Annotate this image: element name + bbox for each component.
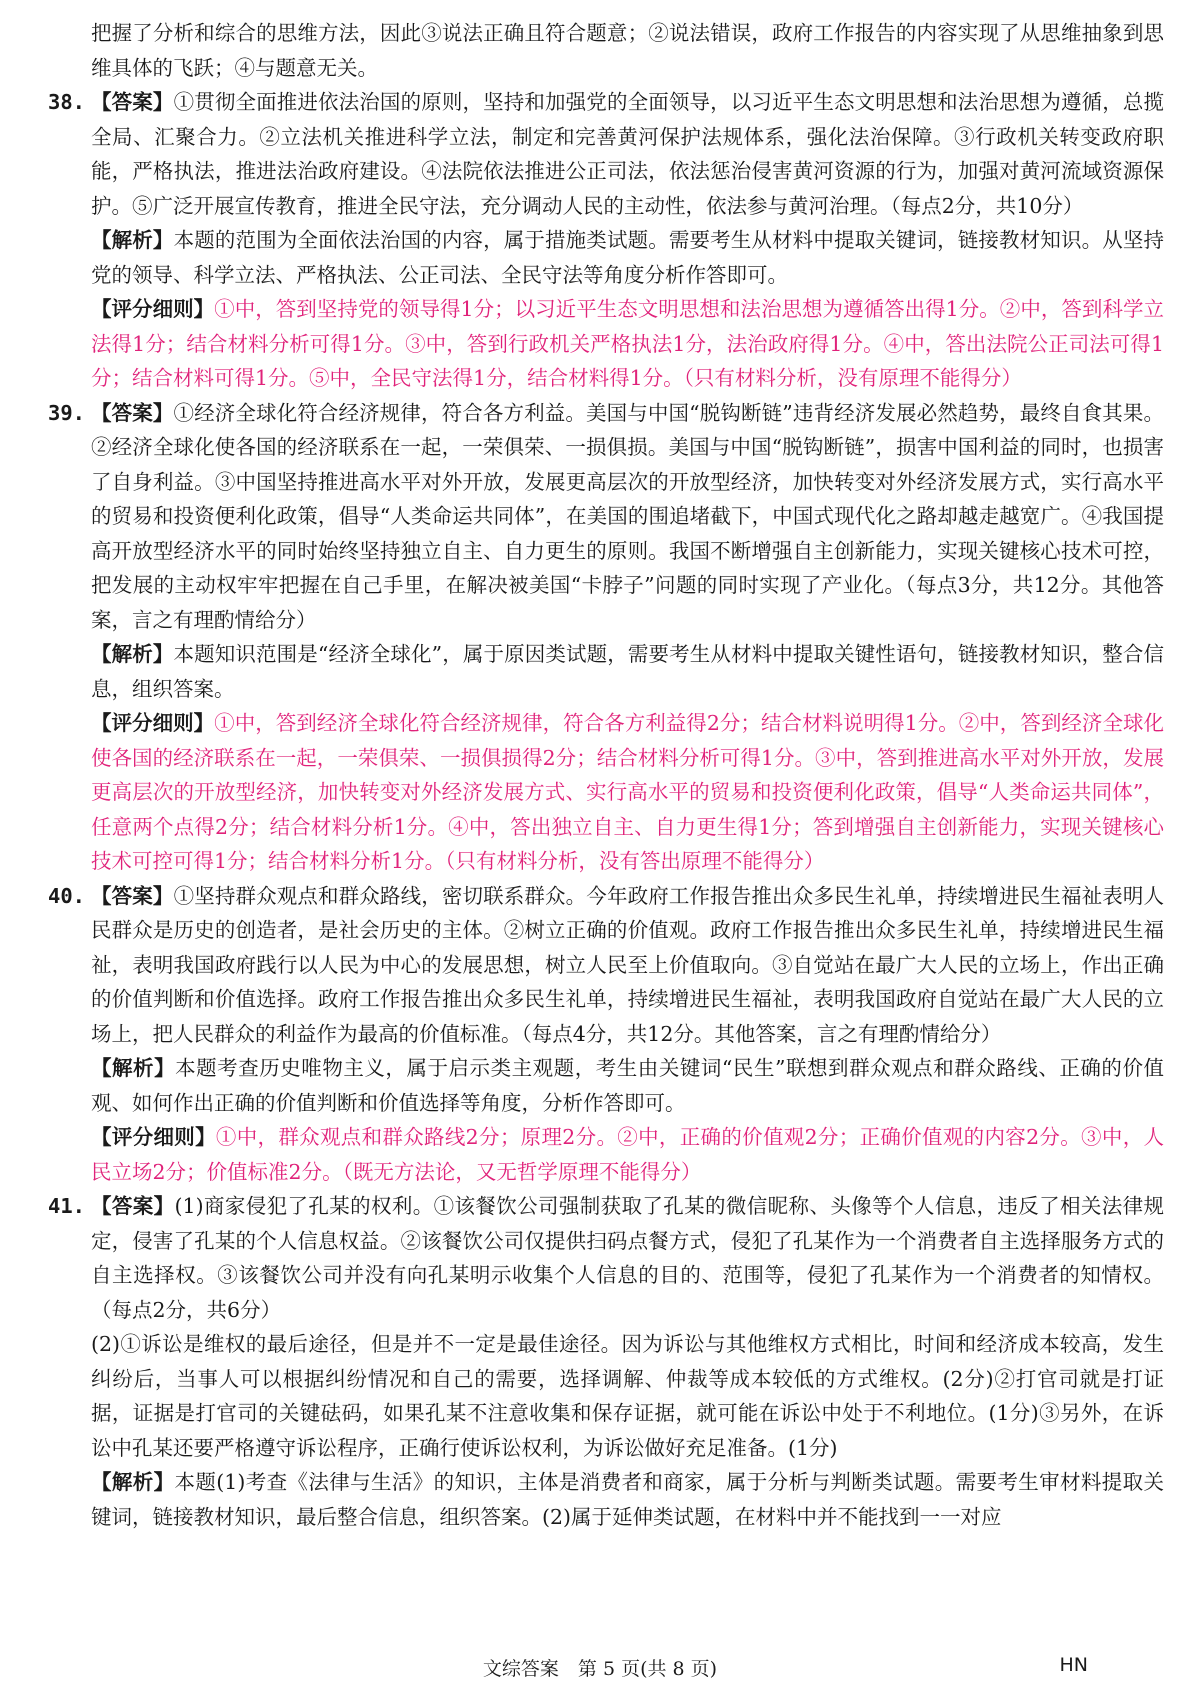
- question-41: [48, 1189, 1164, 1534]
- region-code: HN: [1059, 1654, 1088, 1676]
- scoring-text: ①中，答到坚持党的领导得1分；以习近平生态文明思想和法治思想为遵循答出得1分。②中，答到科学立法得1分；结合材料分析可得1分。③中，答到行政机关严格执法1分，法治政府得1分。④中，答出法院公正司法可得1分；结合材料可得1分。⑤中，全民守法得1分，结合材料得1分。（只有材料分析，没有原理不能得分）: [91, 297, 1164, 390]
- analysis-label: 【解析】: [91, 228, 174, 252]
- intro-continuation: [48, 16, 1164, 85]
- analysis-text: 本题考查历史唯物主义，属于启示类主观题，考生由关键词“民生”联想到群众观点和群众路线、正确的价值观、如何作出正确的价值判断和价值选择等角度，分析作答即可。: [91, 1056, 1164, 1115]
- answer-label: 【答案】: [91, 400, 174, 425]
- answer-label: 【答案】: [91, 883, 174, 908]
- analysis-text: 本题知识范围是“经济全球化”，属于原因类试题，需要考生从材料中提取关键性语句，链接教材知识，整合信息，组织答案。: [91, 642, 1165, 701]
- analysis-label: 【解析】: [91, 1056, 176, 1080]
- analysis-paragraph: [91, 1051, 1164, 1120]
- page-content: [48, 16, 1164, 1534]
- answer-text: ①坚持群众观点和群众路线，密切联系群众。今年政府工作报告推出众多民生礼单，持续增进民生福祉表明人民群众是历史的创造者，是社会历史的主体。②树立正确的价值观。政府工作报告推出众多民生礼单，持续增进民生福祉，表明我国政府践行以人民为中心的发展思想，树立人民至上价值取向。③自觉站在最广大人民的立场上，作出正确的价值判断和价值选择。政府工作报告推出众多民生礼单，持续增进民生福祉，表明我国政府自觉站在最广大人民的立场上，把人民群众的利益作为最高的价值标准。（每点4分，共12分。其他答案，言之有理酌情给分）: [91, 883, 1165, 1046]
- scoring-label: 【评分细则】: [91, 297, 215, 321]
- scoring-paragraph: [91, 292, 1164, 396]
- answer-text: ①贯彻全面推进依法治国的原则，坚持和加强党的全面领导，以习近平生态文明思想和法治思想为遵循，总揽全局、汇聚合力。②立法机关推进科学立法，制定和完善黄河保护法规体系，强化法治保障。③行政机关转变政府职能，严格执法，推进法治政府建设。④法院依法推进公正司法，依法惩治侵害黄河资源的行为，加强对黄河流域资源保护。⑤广泛开展宣传教育，推进全民守法，充分调动人民的主动性，依法参与黄河治理。（每点2分，共10分）: [91, 90, 1165, 218]
- page-footer: [0, 1654, 1200, 1688]
- analysis-label: 【解析】: [91, 642, 174, 666]
- scoring-label: 【评分细则】: [91, 711, 215, 735]
- analysis-text: 本题的范围为全面依法治国的内容，属于措施类试题。需要考生从材料中提取关键词，链接教材知识。从坚持党的领导、科学立法、严格执法、公正司法、全民守法等角度分析作答即可。: [91, 228, 1165, 287]
- answer-paragraph: [91, 879, 1164, 1052]
- question-number: 38.: [48, 90, 86, 114]
- scoring-text: ①中，答到经济全球化符合经济规律，符合各方利益得2分；结合材料说明得1分。②中，答到经济全球化使各国的经济联系在一起，一荣俱荣、一损俱损得2分；结合材料分析可得1分。③中，答到推进高水平对外开放，发展更高层次的开放型经济，加快转变对外经济发展方式、实行高水平的贸易和投资便利化政策，倡导“人类命运共同体”，任意两个点得2分；结合材料分析1分。④中，答出独立自主、自力更生得1分；答到增强自主创新能力，实现关键核心技术可控可得1分；结合材料分析1分。（只有材料分析，没有答出原理不能得分）: [91, 711, 1164, 873]
- answer-paragraph: [91, 85, 1164, 223]
- answer-paragraph: [91, 1189, 1164, 1327]
- answer-text: ①经济全球化符合经济规律，符合各方利益。美国与中国“脱钩断链”违背经济发展必然趋势，最终自食其果。②经济全球化使各国的经济联系在一起，一荣俱荣、一损俱损。美国与中国“脱钩断链”，损害中国利益的同时，也损害了自身利益。③中国坚持推进高水平对外开放，发展更高层次的开放型经济，加快转变对外经济发展方式，实行高水平的贸易和投资便利化政策，倡导“人类命运共同体”，在美国的围追堵截下，中国式现代化之路却越走越宽广。④我国提高开放型经济水平的同时始终坚持独立自主、自力更生的原则。我国不断增强自主创新能力，实现关键核心技术可控，把发展的主动权牢牢把握在自己手里，在解决被美国“卡脖子”问题的同时实现了产业化。（每点3分，共12分。其他答案，言之有理酌情给分）: [91, 400, 1165, 632]
- question-40: [48, 879, 1164, 1190]
- answer-label: 【答案】: [91, 1194, 175, 1218]
- analysis-paragraph: [91, 223, 1164, 292]
- answer-paragraph-2: (2)①诉讼是维权的最后途径，但是并不一定是最佳途径。因为诉讼与其他维权方式相比，时间和经济成本较高，发生纠纷后，当事人可以根据纠纷情况和自己的需要，选择调解、仲裁等成本较低的方式维权。(2分)②打官司就是打证据，证据是打官司的关键砝码，如果孔某不注意收集和保存证据，就可能在诉讼中处于不利地位。(1分)③另外，在诉讼中孔某还要严格遵守诉讼程序，正确行使诉讼权利，为诉讼做好充足准备。(1分): [91, 1332, 1164, 1460]
- intro-text: 把握了分析和综合的思维方法，因此③说法正确且符合题意；②说法错误，政府工作报告的内容实现了从思维抽象到思维具体的飞跃；④与题意无关。: [91, 21, 1164, 80]
- question-38: [48, 85, 1164, 396]
- question-number: 41.: [48, 1194, 86, 1218]
- answer-label: 【答案】: [91, 90, 174, 114]
- analysis-text: 本题(1)考查《法律与生活》的知识，主体是消费者和商家，属于分析与判断类试题。需要考生审材料提取关键词，链接教材知识，最后整合信息，组织答案。(2)属于延伸类试题，在材料中并不能找到一一对应: [91, 1470, 1165, 1529]
- analysis-label: 【解析】: [91, 1470, 175, 1494]
- scoring-text: ①中，群众观点和群众路线2分；原理2分。②中，正确的价值观2分；正确价值观的内容2分。③中，人民立场2分；价值标准2分。（既无方法论，又无哲学原理不能得分）: [91, 1125, 1165, 1184]
- scoring-paragraph: [91, 1120, 1164, 1189]
- answer-text: (1)商家侵犯了孔某的权利。①该餐饮公司强制获取了孔某的微信昵称、头像等个人信息，违反了相关法律规定，侵害了孔某的个人信息权益。②该餐饮公司仅提供扫码点餐方式，侵犯了孔某作为一个消费者自主选择服务方式的自主选择权。③该餐饮公司并没有向孔某明示收集个人信息的目的、范围等，侵犯了孔某作为一个消费者的知情权。（每点2分，共6分）: [91, 1194, 1165, 1322]
- analysis-paragraph: [91, 637, 1164, 706]
- answer-paragraph: [91, 396, 1164, 638]
- scoring-paragraph: [91, 706, 1164, 879]
- question-number: 40.: [48, 883, 86, 908]
- page-number: 文综答案 第 5 页(共 8 页): [482, 1658, 718, 1680]
- analysis-paragraph: [91, 1465, 1164, 1534]
- scoring-label: 【评分细则】: [91, 1125, 216, 1149]
- question-39: [48, 396, 1164, 879]
- question-number: 39.: [48, 400, 86, 425]
